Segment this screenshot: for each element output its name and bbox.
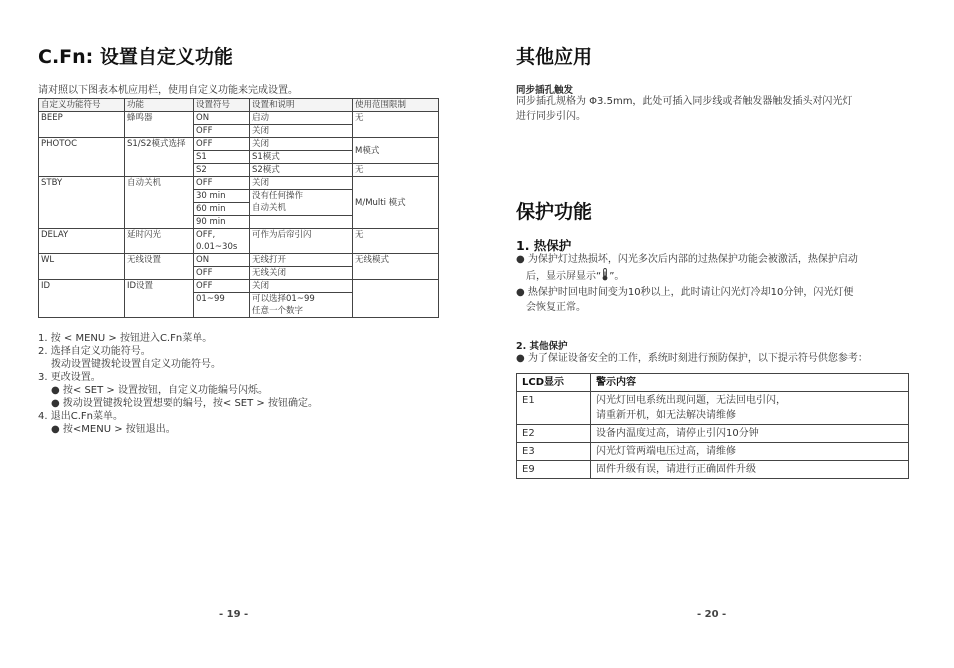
header-cell: 使用范围限制 [353, 99, 439, 112]
table-row [517, 425, 909, 443]
cell-desc-line: 没有任何操作 [252, 191, 304, 201]
thermometer-icon [601, 268, 609, 287]
cell-symbol: WL [39, 254, 125, 280]
page-number: - 19 - [219, 609, 249, 620]
cell-setting [194, 229, 250, 254]
cell-function: S1/S2模式选择 [125, 138, 194, 177]
cell-warning [591, 392, 909, 425]
cell-setting: S1 [194, 151, 250, 164]
header-cell: 自定义功能符号 [39, 99, 125, 112]
cell-desc-line: 任意一个数字 [252, 306, 304, 316]
table-row [517, 461, 909, 479]
warning-line: 请重新开机，如无法解决请维修 [596, 410, 736, 421]
cell-setting: ON [194, 254, 250, 267]
table-row [39, 254, 439, 267]
cell-setting: 60 min [194, 203, 250, 216]
cell-code: E2 [517, 425, 591, 443]
cell-setting: OFF [194, 125, 250, 138]
cell-setting: 90 min [194, 216, 250, 229]
step-line: 3. 更改设置。 [38, 372, 101, 383]
bullet-line: 会恢复正常。 [526, 301, 586, 313]
cell-desc [250, 190, 353, 216]
cell-limit: 无 [353, 164, 439, 177]
cell-setting: ON [194, 112, 250, 125]
table-row [517, 443, 909, 461]
cell-function: 蜂鸣器 [125, 112, 194, 138]
cell-desc-line: 可以选择01~99 [252, 294, 315, 304]
cell-code: E3 [517, 443, 591, 461]
step-line: ● 按<MENU > 按钮退出。 [51, 424, 176, 435]
table-row [39, 280, 439, 293]
protection-title: 保护功能 [516, 201, 593, 223]
cell-symbol: BEEP [39, 112, 125, 138]
cell-desc [250, 293, 353, 318]
cell-function: 自动关机 [125, 177, 194, 229]
bullet-line [516, 268, 858, 287]
header-cell: LCD显示 [517, 374, 591, 392]
step-line: ● 拨动设置键拨轮设置想要的编号，按< SET > 按钮确定。 [51, 398, 318, 409]
cell-setting-line: OFF, [196, 230, 216, 240]
sync-title: 同步插孔触发 [516, 85, 574, 96]
cell-symbol: DELAY [39, 229, 125, 254]
header-cell: 设置符号 [194, 99, 250, 112]
cell-setting-line: 0.01~30s [196, 242, 238, 252]
heat-protection-bullets [516, 253, 858, 315]
cell-desc [250, 216, 353, 229]
cell-setting: 01~99 [194, 293, 250, 318]
other-apps-title: 其他应用 [516, 46, 593, 68]
step-line: 拨动设置键拨轮设置自定义功能符号。 [51, 359, 221, 370]
cell-symbol: PHOTOC [39, 138, 125, 177]
cell-desc: 可作为后帘引闪 [250, 229, 353, 254]
step-line: 4. 退出C.Fn菜单。 [38, 411, 123, 422]
cell-limit: 无 [353, 112, 439, 138]
cell-desc: 无线打开 [250, 254, 353, 267]
table-row [39, 112, 439, 125]
cell-function: 延时闪光 [125, 229, 194, 254]
bullet-line: ● 热保护时回电时间变为10秒以上，此时请让闪光灯冷却10分钟，闪光灯便 [516, 287, 854, 298]
bullet-text: 后，显示屏显示“ [526, 270, 602, 282]
cell-desc: 关闭 [250, 177, 353, 190]
cell-setting: OFF [194, 138, 250, 151]
cell-symbol: STBY [39, 177, 125, 229]
page-number: - 20 - [697, 609, 727, 620]
other-protection-title: 2. 其他保护 [516, 341, 568, 352]
cell-desc: 关闭 [250, 280, 353, 293]
cell-desc: S2模式 [250, 164, 353, 177]
cfn-intro: 请对照以下图表本机应用栏，使用自定义功能来完成设置。 [38, 85, 298, 96]
cell-setting: OFF [194, 267, 250, 280]
cell-desc: S1模式 [250, 151, 353, 164]
cell-setting: OFF [194, 280, 250, 293]
cell-setting: OFF [194, 177, 250, 190]
cell-code: E9 [517, 461, 591, 479]
table-row [517, 392, 909, 425]
cell-function: 无线设置 [125, 254, 194, 280]
cell-code: E1 [517, 392, 591, 425]
bullet-text: ”。 [609, 270, 625, 282]
cell-limit: M模式 [353, 138, 439, 164]
step-line: ● 按< SET > 设置按钮，自定义功能编号闪烁。 [51, 385, 268, 396]
heat-protection-title: 1. 热保护 [516, 238, 572, 253]
table-row [39, 177, 439, 190]
table-header-row [517, 374, 909, 392]
cell-setting: 30 min [194, 190, 250, 203]
sync-text-line: 进行同步引闪。 [516, 110, 586, 122]
cell-function: ID设置 [125, 280, 194, 318]
cell-desc-line: 自动关机 [252, 203, 287, 213]
cfn-steps [38, 332, 318, 436]
cell-limit: 无线模式 [353, 254, 439, 280]
header-cell: 功能 [125, 99, 194, 112]
other-protection-text: ● 为了保证设备安全的工作，系统时刻进行预防保护，以下提示符号供您参考： [516, 353, 868, 364]
step-line: 1. 按 < MENU > 按钮进入C.Fn菜单。 [38, 333, 213, 344]
table-row [39, 138, 439, 151]
cell-warning: 闪光灯管两端电压过高，请维修 [591, 443, 909, 461]
cell-warning: 设备内温度过高，请停止引闪10分钟 [591, 425, 909, 443]
cell-desc: 关闭 [250, 125, 353, 138]
cell-symbol: ID [39, 280, 125, 318]
sync-text [516, 95, 852, 124]
sync-text-line: 同步插孔规格为 Φ3.5mm，此处可插入同步线或者触发器触发插头对闪光灯 [516, 96, 853, 107]
warning-line: 闪光灯回电系统出现问题，无法回电引闪， [596, 395, 786, 406]
bullet-line: ● 为保护灯过热损坏，闪光多次后内部的过热保护功能会被激活，热保护启动 [516, 254, 858, 265]
cfn-table [38, 98, 439, 318]
cell-desc: 无线关闭 [250, 267, 353, 280]
header-cell: 设置和说明 [250, 99, 353, 112]
right-page [477, 0, 954, 668]
lcd-warning-table [516, 373, 909, 479]
cfn-title: C.Fn: 设置自定义功能 [38, 46, 233, 68]
cell-desc: 启动 [250, 112, 353, 125]
cell-desc: 关闭 [250, 138, 353, 151]
cell-limit: M/Multi 模式 [353, 177, 439, 229]
table-row [39, 229, 439, 254]
cell-setting: S2 [194, 164, 250, 177]
cell-limit [353, 280, 439, 318]
table-header-row [39, 99, 439, 112]
cell-warning: 固件升级有误，请进行正确固件升级 [591, 461, 909, 479]
header-cell: 警示内容 [591, 374, 909, 392]
step-line: 2. 选择自定义功能符号。 [38, 346, 151, 357]
cell-limit: 无 [353, 229, 439, 254]
